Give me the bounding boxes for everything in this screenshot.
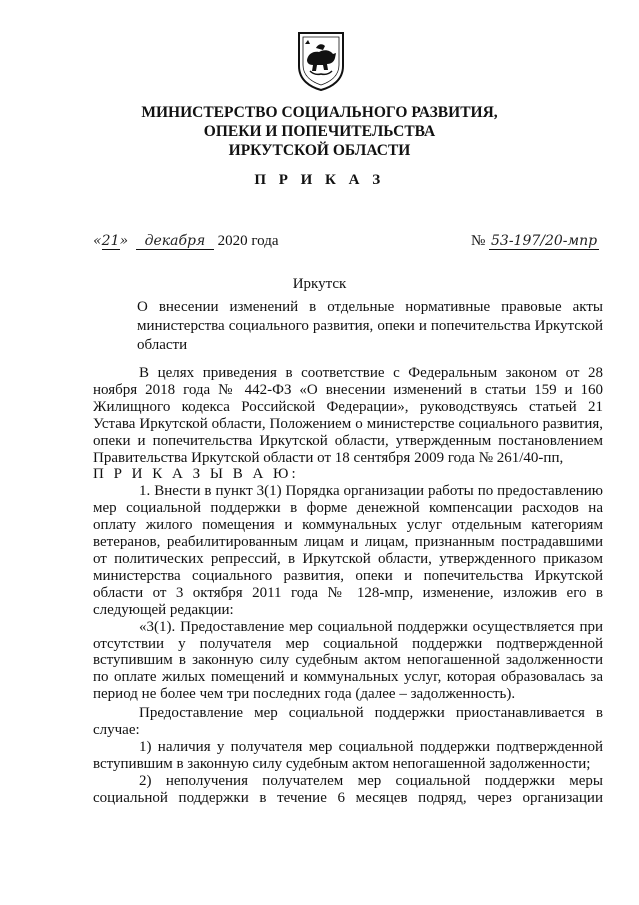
date-number-row bbox=[93, 231, 613, 259]
order-word: П Р И К А З Ы В А Ю: bbox=[93, 466, 299, 483]
irkutsk-coat-of-arms-icon bbox=[296, 30, 346, 92]
date-year: 2020 года bbox=[217, 233, 279, 249]
suspension-paragraph: Предоставление мер социальной поддержки приостанавливается в случае: bbox=[93, 705, 603, 739]
document-type: П Р И К А З bbox=[254, 172, 385, 188]
preamble-paragraph: В целях приведения в соответствие с Федеральным законом от 28 ноября 2018 года № 442-ФЗ «О внесении изменений в статьи 159 и 160 Жилищного кодекса Российской Федерации», руководствуясь статьей 21 Устава Иркутской области, Положением о министерстве социального развития, опеки и попечительства Иркутской области, утвержденным постановлением Правительства Иркутской области от 18 сентября 2009 года № 261/40-пп, bbox=[93, 365, 603, 466]
quoted-paragraph: «3(1). Предоставление мер социальной поддержки осуществляется при отсутствии у получателя мер социальной поддержки подтвержденной вступившим в законную силу судебным актом непогашенной задолженности по оплате жилых помещений и коммунальных услуг, которая образовалась за период не более чем три последних года (далее – задолженность). bbox=[93, 618, 603, 703]
subitem-2-paragraph: 2) неполучения получателем мер социальной поддержки меры социальной поддержки в течение 6 месяцев подряд, через организации bbox=[93, 772, 603, 806]
date-month: декабря bbox=[136, 233, 214, 250]
ministry-name-line-2: ОПЕКИ И ПОПЕЧИТЕЛЬСТВА bbox=[203, 123, 436, 140]
date-day: 21 bbox=[101, 233, 120, 249]
document-body bbox=[93, 365, 603, 807]
order-number-value: 53-197/20-мпр bbox=[491, 233, 598, 249]
city: Иркутск bbox=[292, 276, 347, 292]
ministry-name-line-1: МИНИСТЕРСТВО СОЦИАЛЬНОГО РАЗВИТИЯ, bbox=[141, 104, 498, 121]
ministry-name-line-3: ИРКУТСКОЙ ОБЛАСТИ bbox=[228, 142, 411, 159]
date-open-quote: « bbox=[93, 233, 102, 249]
date-close-quote: » bbox=[119, 233, 129, 249]
item-1-paragraph: 1. Внести в пункт 3(1) Порядка организации работы по предоставлению мер социальной поддержки в форме денежной компенсации расходов на оплату жилого помещения и коммунальных услуг отдельным категориям ветеранов, реабилитированным лицам и лицам, признанным пострадавшими от политических репрессий, в Иркутской области, утвержденного приказом министерства социального развития, опеки и попечительства Иркутской области от 3 октября 2011 года № 128-мпр, изменение, изложив его в следующей редакции: bbox=[93, 483, 603, 618]
date-field bbox=[93, 233, 279, 250]
document-title: О внесении изменений в отдельные нормативные правовые акты министерства социального развития, опеки и попечительства Иркутской области bbox=[137, 299, 603, 353]
subitem-1-paragraph: 1) наличия у получателя мер социальной поддержки подтвержденной вступившим в законную силу судебным актом непогашенной задолженности; bbox=[93, 738, 603, 772]
order-number bbox=[471, 233, 599, 250]
order-number-prefix: № bbox=[471, 233, 486, 249]
